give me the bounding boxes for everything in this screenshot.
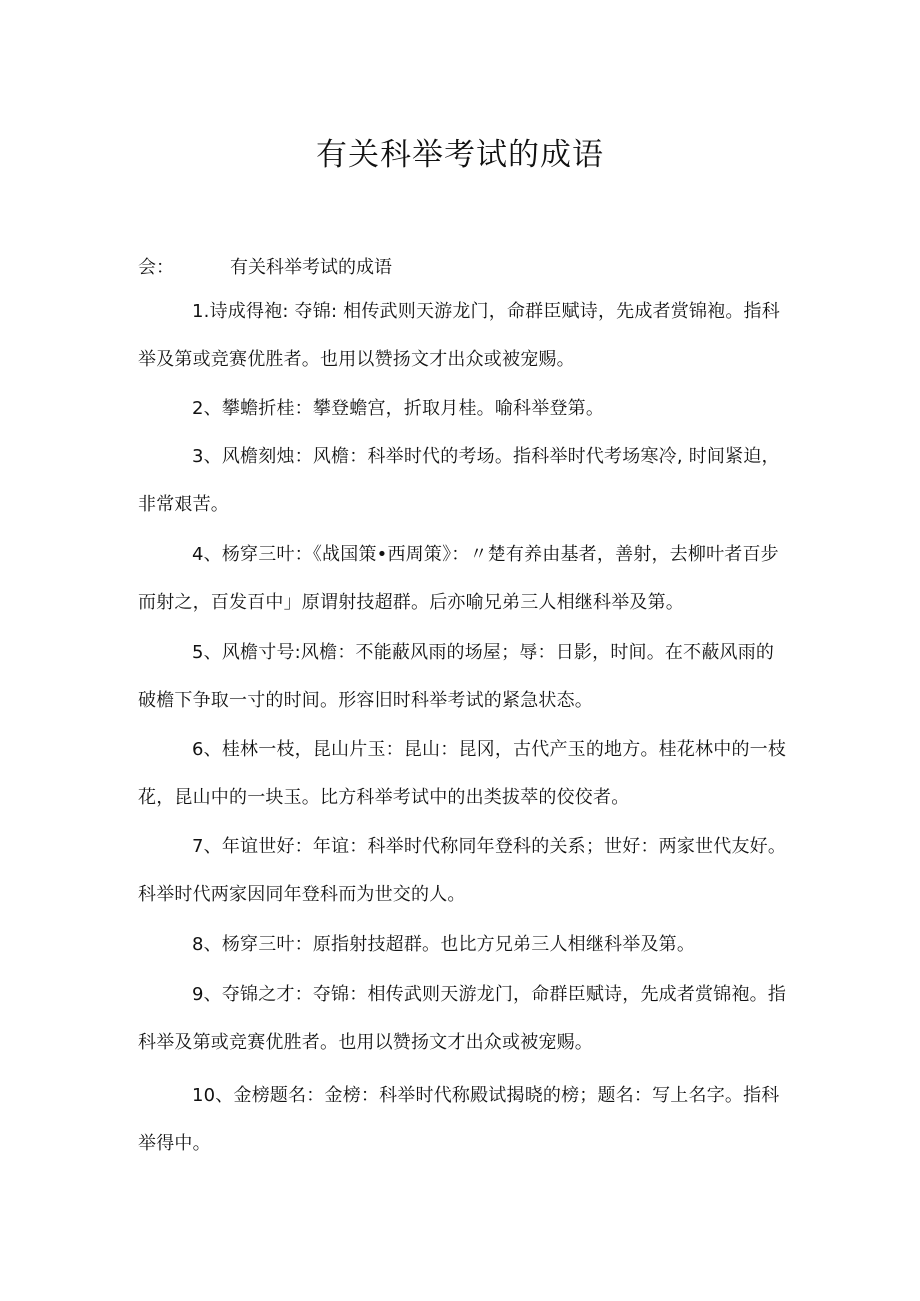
idiom-entry-2: 2、攀蟾折桂：攀登蟾宫，折取月桂。喻科举登第。 xyxy=(192,398,605,419)
idiom-entry-4: 4、杨穿三叶：《战国策•西周策》：〃楚有养由基者，善射，去柳叶者百步而射之，百发百中」原谓射技超群。后亦喻兄弟三人相继科举及第。 xyxy=(138,544,779,613)
page-title: 有关科举考试的成语 xyxy=(316,137,604,173)
idiom-entry-5: 5、风檐寸号:风檐：不能蔽风雨的场屋；辱：日影，时间。在不蔽风雨的破檐下争取一寸的时间。形容旧时科举考试的紧急状态。 xyxy=(138,642,775,711)
meta-label: 会： xyxy=(138,257,174,278)
idiom-entry-1: 1.诗成得袍: 夺锦: 相传武则天游龙门，命群臣赋诗，先成者赏锦袍。指科举及第或竞赛优胜者。也用以赞扬文才出众或被宠赐。 xyxy=(138,301,780,370)
meta-value: 有关科举考试的成语 xyxy=(230,257,392,278)
idiom-entry-10: 10、金榜题名：金榜：科举时代称殿试揭晓的榜；题名：写上名字。指科举得中。 xyxy=(138,1085,780,1154)
idiom-entry-9: 9、夺锦之才：夺锦：相传武则天游龙门，命群臣赋诗，先成者赏锦袍。指科举及第或竞赛优胜者。也用以赞扬文才出众或被宠赐。 xyxy=(138,984,787,1053)
meta-line xyxy=(138,254,392,282)
idiom-entry-7: 7、年谊世好：年谊：科举时代称同年登科的关系；世好：两家世代友好。科举时代两家因同年登科而为世交的人。 xyxy=(138,836,787,905)
idiom-entry-8: 8、杨穿三叶：原指射技超群。也比方兄弟三人相继科举及第。 xyxy=(192,934,696,955)
idiom-entry-6: 6、桂林一枝，昆山片玉：昆山：昆冈，古代产玉的地方。桂花林中的一枝花，昆山中的一块玉。比方科举考试中的出类拔萃的佼佼者。 xyxy=(138,739,787,808)
idiom-entry-3: 3、风檐刻烛：风檐：科举时代的考场。指科举时代考场寒冷, 时间紧迫，非常艰苦。 xyxy=(138,446,780,515)
